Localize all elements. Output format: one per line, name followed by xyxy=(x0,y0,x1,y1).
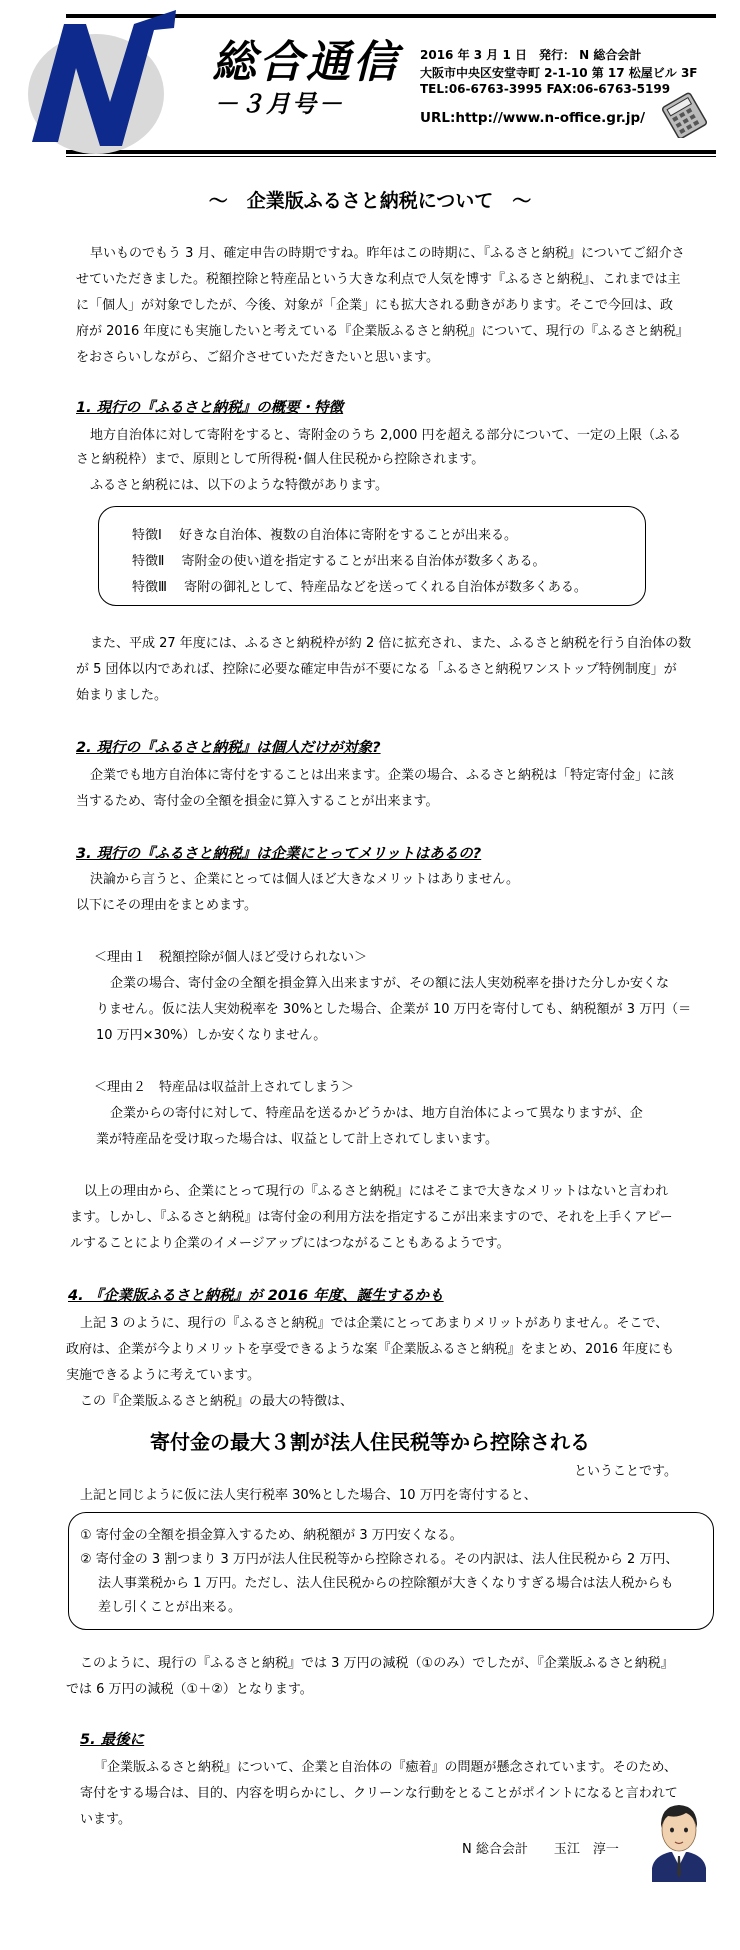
feature-item: 特徴Ⅲ 寄附の御礼として、特産品などを送ってくれる自治体が数多くある。 xyxy=(132,580,587,595)
example-line: 上記と同じように仮に法人実行税率 30%とした場合、10 万円を寄付すると、 xyxy=(80,1488,537,1503)
section-5-line: います。 xyxy=(80,1812,131,1827)
section-4-heading: 4. 『企業版ふるさと納税』が 2016 年度、誕生するかも xyxy=(68,1288,444,1304)
reason-1-line: りません。仮に法人実効税率を 30%とした場合、企業が 10 万円を寄付しても、納税額が 3 万円（＝ xyxy=(96,1002,692,1017)
calculator-icon xyxy=(660,92,708,138)
section-3-line: ルすることにより企業のイメージアップにはつながることもあるようです。 xyxy=(70,1236,510,1251)
article-title: ～ 企業版ふるさと納税について ～ xyxy=(208,190,532,212)
highlight-suffix: ということです。 xyxy=(574,1464,677,1479)
section-4-line: では 6 万円の減税（①＋②）となります。 xyxy=(66,1682,313,1697)
section-3-line: ます。しかし、『ふるさと納税』は寄付金の利用方法を指定するこが出来ますので、それを上手くアピー xyxy=(70,1210,673,1225)
section-3-line: 決論から言うと、企業にとっては個人ほど大きなメリットはありません。 xyxy=(90,872,520,887)
section-1-line: 地方自治体に対して寄附をすると、寄附金のうち 2,000 円を超える部分について、一定の上限（ふる xyxy=(90,428,681,443)
section-2-heading: 2. 現行の『ふるさと納税』は個人だけが対象? xyxy=(76,740,381,756)
reason-2-title: ＜理由２ 特産品は収益計上されてしまう＞ xyxy=(94,1080,355,1095)
n-logo-icon xyxy=(24,6,184,156)
section-1-line: また、平成 27 年度には、ふるさと納税枠が約 2 倍に拡充され、また、ふるさと納税を行う自治体の数 xyxy=(90,636,692,651)
publisher-address: 大阪市中央区安堂寺町 2-1-10 第 17 松屋ビル 3F xyxy=(420,66,698,80)
author-portrait-icon xyxy=(648,1794,710,1882)
section-1-line: さと納税枠）まで、原則として所得税･個人住民税から控除されます。 xyxy=(76,452,485,467)
section-5-line: 『企業版ふるさと納税』について、企業と自治体の『癒着』の問題が懸念されています。そのため、 xyxy=(94,1760,677,1775)
calculation-item: 差し引くことが出来る。 xyxy=(98,1600,242,1615)
reason-1-line: 企業の場合、寄付金の全額を損金算入出来ますが、その額に法人実効税率を掛けた分しか安くな xyxy=(110,976,670,991)
section-4-line: このように、現行の『ふるさと納税』では 3 万円の減税（①のみ）でしたが、『企業版ふるさと納税』 xyxy=(80,1656,674,1671)
section-2-line: 企業でも地方自治体に寄付をすることは出来ます。企業の場合、ふるさと納税は「特定寄付金」に該 xyxy=(90,768,674,783)
intro-line: 府が 2016 年度にも実施したいと考えている『企業版ふるさと納税』について、現行の『ふるさと納税』 xyxy=(76,324,689,339)
section-5-heading: 5. 最後に xyxy=(80,1732,145,1748)
section-4-line: この『企業版ふるさと納税』の最大の特徴は、 xyxy=(80,1394,354,1409)
author-signature: N 総合会計 玉江 淳一 xyxy=(462,1842,619,1857)
issue-label: －３月号－ xyxy=(214,90,344,118)
section-4-line: 上記 3 のように、現行の『ふるさと納税』では企業にとってあまりメリットがありません。そこで、 xyxy=(80,1316,669,1331)
reason-2-line: 業が特産品を受け取った場合は、収益として計上されてしまいます。 xyxy=(96,1132,498,1147)
feature-item: 特徴Ⅱ 寄附金の使い道を指定することが出来る自治体が数多くある。 xyxy=(132,554,546,569)
section-1-line: ふるさと納税には、以下のような特徴があります。 xyxy=(90,478,388,493)
reason-1-title: ＜理由１ 税額控除が個人ほど受けられない＞ xyxy=(94,950,368,965)
section-3-line: 以下にその理由をまとめます。 xyxy=(76,898,257,913)
intro-line: 早いものでもう 3 月、確定申告の時期ですね。昨年はこの時期に、『ふるさと納税』についてご紹介さ xyxy=(90,246,685,261)
calculation-item: ② 寄付金の 3 割つまり 3 万円が法人住民税等から控除される。その内訳は、法人住民税から 2 万円、 xyxy=(80,1552,679,1567)
reason-2-line: 企業からの寄付に対して、特産品を送るかどうかは、地方自治体によって異なりますが、企 xyxy=(110,1106,643,1121)
section-3-heading: 3. 現行の『ふるさと納税』は企業にとってメリットはあるの? xyxy=(76,846,482,862)
section-1-line: が 5 団体以内であれば、控除に必要な確定申告が不要になる「ふるさと納税ワンストップ特例制度」が xyxy=(76,662,677,677)
calculation-item: 法人事業税から 1 万円。ただし、法人住民税からの控除額が大きくなりすぎる場合は法人税からも xyxy=(98,1576,674,1591)
section-4-line: 実施できるように考えています。 xyxy=(66,1368,260,1383)
reason-1-line: 10 万円×30%）しか安くなりません。 xyxy=(96,1028,327,1043)
intro-line: せていただきました。税額控除と特産品という大きな利点で人気を博す『ふるさと納税』、これまでは主 xyxy=(76,272,681,287)
publisher-phone-fax: TEL:06-6763-3995 FAX:06-6763-5199 xyxy=(420,82,671,96)
key-feature-highlight: 寄付金の最大３割が法人住民税等から控除される xyxy=(150,1430,590,1454)
header-bottom-thin-rule xyxy=(66,156,716,157)
newsletter-title: 総合通信 xyxy=(212,37,400,88)
section-5-line: 寄付をする場合は、目的、内容を明らかにし、クリーンな行動をとることがポイントになると言われて xyxy=(80,1786,678,1801)
publisher-url[interactable]: URL:http://www.n-office.gr.jp/ xyxy=(420,110,646,126)
section-1-line: 始まりました。 xyxy=(76,688,168,703)
feature-item: 特徴Ⅰ 好きな自治体、複数の自治体に寄附をすることが出来る。 xyxy=(132,528,517,543)
section-2-line: 当するため、寄付金の全額を損金に算入することが出来ます。 xyxy=(76,794,439,809)
section-3-line: 以上の理由から、企業にとって現行の『ふるさと納税』にはそこまで大きなメリットはないと言われ xyxy=(84,1184,669,1199)
issue-date-publisher: 2016 年 3 月 1 日 発行： N 総合会計 xyxy=(420,48,642,62)
intro-line: をおさらいしながら、ご紹介させていただきたいと思います。 xyxy=(76,350,439,365)
section-4-line: 政府は、企業が今よりメリットを享受できるような案『企業版ふるさと納税』をまとめ、2016 年度にも xyxy=(66,1342,675,1357)
calculation-item: ① 寄付金の全額を損金算入するため、納税額が 3 万円安くなる。 xyxy=(80,1528,463,1543)
intro-line: に「個人」が対象でしたが、今後、対象が「企業」にも拡大される動きがあります。そこで今回は、政 xyxy=(76,298,673,313)
section-1-heading: 1. 現行の『ふるさと納税』の概要・特徴 xyxy=(76,400,344,416)
